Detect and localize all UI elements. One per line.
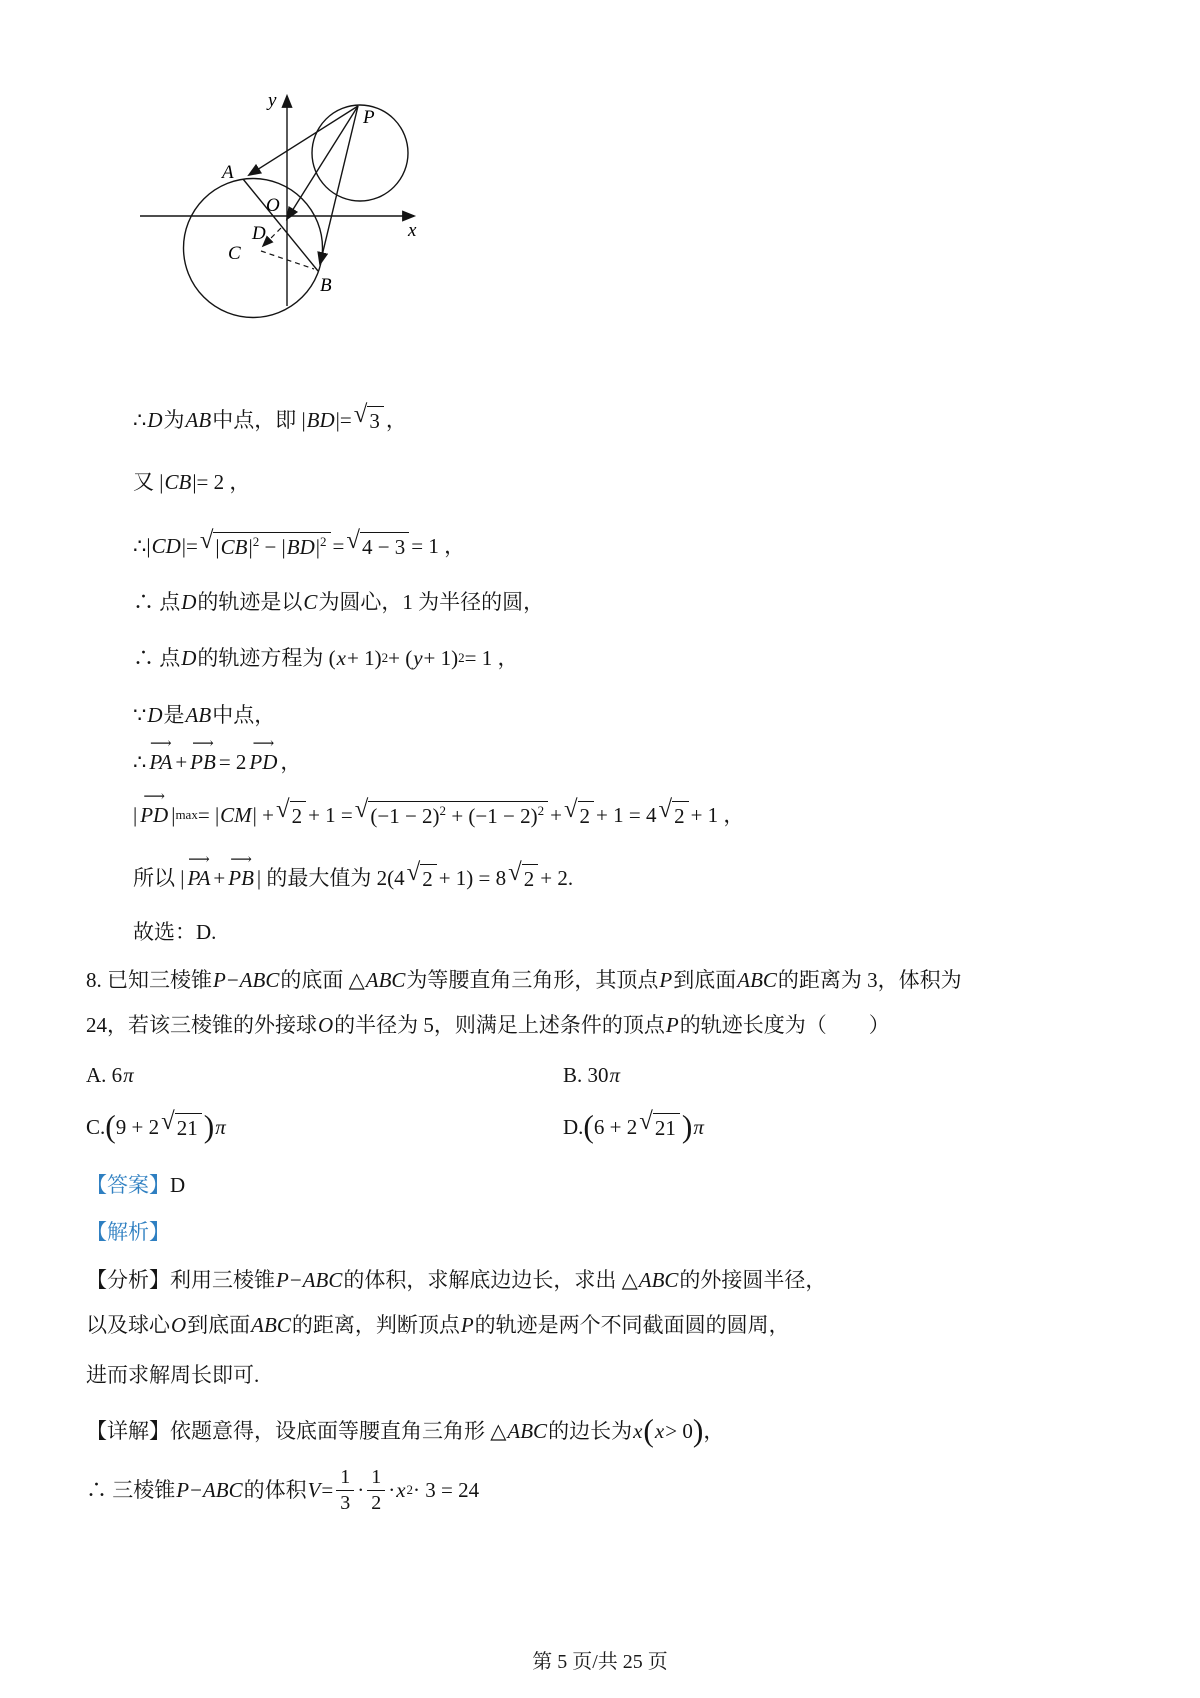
page-footer: 第 5 页/共 25 页 [532, 1651, 668, 1673]
option-b: B. 30 π [563, 1062, 621, 1087]
answer-value: D [170, 1172, 186, 1197]
solution-line-4: ∴ 点 D 的轨迹是以 C 为圆心，1 为半径的圆， [133, 589, 545, 614]
volume-line: ∴ 三棱锥 P − ABC 的体积 V = $\frac{1}{3}$ · $\frac{1}{2}$ · x 2 · 3 = 24 [86, 1466, 480, 1514]
label-O: O [266, 195, 280, 216]
label-C: C [228, 243, 241, 264]
solution-line-6: ∵ D 是 AB 中点， [133, 702, 276, 727]
label-y: y [268, 90, 277, 111]
geometry-diagram [130, 80, 430, 320]
analysis-line-1: 【分析】利用三棱锥 P − ABC 的体积，求解底边边长，求出 △ ABC 的外接圆半径， [86, 1267, 827, 1292]
question-line-1: 8. 已知三棱锥 P − ABC 的底面 △ ABC 为等腰直角三角形，其顶点 P 到底面 ABC 的距离为 3，体积为 [86, 967, 962, 992]
large-circle [184, 179, 323, 318]
option-a: A. 6 π [86, 1062, 134, 1087]
solution-line-8: | ⟶ PD | max = | CM | + √ 2 + 1 = √ $(-1 - 2)^2 + (-1 - 2)^2$ + √ 2 + 1 = 4 √ 2 + 1 ， [133, 789, 745, 828]
jiexi-line [86, 1216, 170, 1248]
solution-line-1: ∴ D 为 AB 中点，即 | BD |= √ 3 ， [133, 400, 407, 433]
analysis-line-2: 以及球心 O 到底面 ABC 的距离，判断顶点 P 的轨迹是两个不同截面圆的圆周， [86, 1312, 790, 1337]
solution-line-9: 所以 | ⟶ PA + ⟶ PB | 的最大值为 2(4 √ 2 + 1) = 8 √ 2 + 2. [133, 852, 574, 891]
detail-line: 【详解】依题意得，设底面等腰直角三角形 △ ABC 的边长为 x ( x > 0 ) ， [86, 1412, 725, 1448]
answer-line [86, 1169, 185, 1201]
small-circle [312, 105, 408, 201]
label-A: A [222, 162, 234, 183]
answer-label: 【答案】 [86, 1172, 170, 1197]
label-x: x [408, 220, 417, 241]
question-line-2: 24，若该三棱锥的外接球 O 的半径为 5，则满足上述条件的顶点 P 的轨迹长度为（ ） [86, 1012, 890, 1037]
solution-line-10: 故选：D. [133, 919, 217, 944]
jiexi-label: 【解析】 [86, 1219, 170, 1244]
solution-line-7: ∴ ⟶ PA + ⟶ PB = 2 ⟶ PD ， [133, 736, 302, 774]
vector-PA [249, 106, 358, 175]
option-c: C. ( 9 + 2 √ 21 ) π [86, 1107, 226, 1144]
label-D: D [252, 223, 266, 244]
solution-line-5: ∴ 点 D 的轨迹方程为 ( x + 1) 2 + ( y + 1) 2 = 1 ， [133, 645, 519, 670]
solution-line-2: 又 | CB |= 2 ， [133, 469, 251, 494]
solution-line-3: ∴| CD |= √ $|CB|^2 - |BD|^2$ = √ 4 − 3 = 1 ， [133, 526, 466, 559]
analysis-line-3: 进而求解周长即可. [86, 1362, 260, 1387]
vector-PB [320, 106, 358, 264]
label-B: B [320, 275, 332, 296]
option-d: D. ( 6 + 2 √ 21 ) π [563, 1107, 704, 1144]
label-P: P [363, 107, 375, 128]
